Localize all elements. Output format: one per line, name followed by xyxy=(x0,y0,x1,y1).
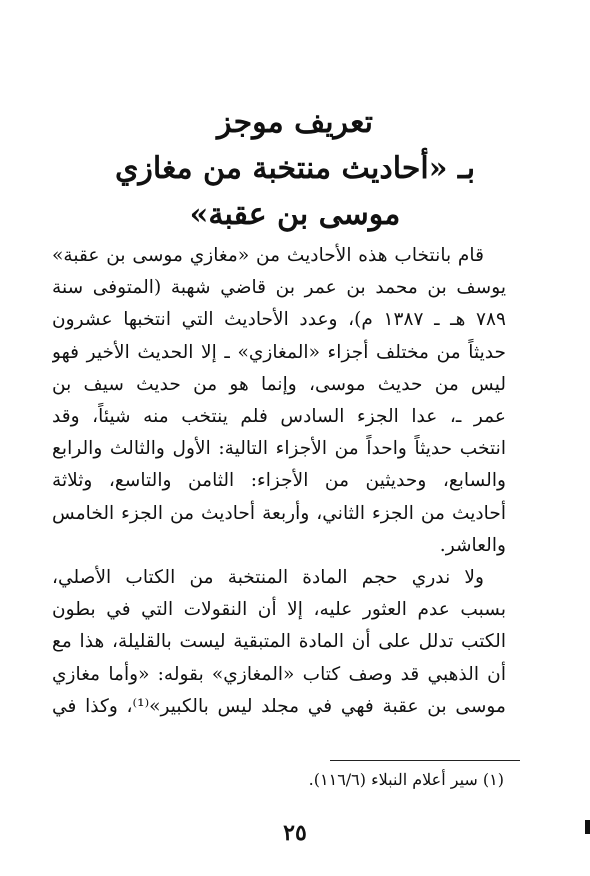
text-line: الكتب تدلل على أن المادة المتبقية ليست بالقليلة، هذا مع xyxy=(52,631,506,653)
footnote-separator xyxy=(330,760,520,761)
footnote: (١) سير أعلام النبلاء (١١٦/٦). xyxy=(308,770,504,789)
text-line: ولا ندري حجم المادة المنتخبة من الكتاب الأصلي، xyxy=(52,567,484,589)
text-line: عمر ـ، عدا الجزء السادس فلم ينتخب منه شيئاً، وقد xyxy=(52,406,506,428)
page-title xyxy=(60,100,530,238)
title-line-1: تعريف موجز xyxy=(217,105,373,140)
text-line: والعاشر. xyxy=(439,534,506,556)
text-line: ليس من حديث موسى، وإنما هو من حديث سيف بن xyxy=(52,373,506,395)
page-number: ٢٥ xyxy=(283,820,307,846)
text-line: موسى بن عقبة فهي في مجلد ليس بالكبير»⁽¹⁾، وكذا في xyxy=(52,695,506,717)
text-line: أن الذهبي قد وصف كتاب «المغازي» بقوله: «وأما مغازي xyxy=(52,663,506,685)
text-line: بسبب عدم العثور عليه، إلا أن النقولات التي في بطون xyxy=(52,599,506,621)
body-text xyxy=(52,240,506,723)
text-line: والسابع، وحديثين من الأجزاء: الثامن والتاسع، وثلاثة xyxy=(52,470,506,492)
title-line-2: بـ «أحاديث منتخبة من مغازي xyxy=(114,151,476,186)
text-line: يوسف بن محمد بن عمر بن قاضي شهبة (المتوفى سنة xyxy=(52,277,506,299)
text-line: حديثاً من مختلف أجزاء «المغازي» ـ إلا الحديث الأخير فهو xyxy=(52,341,506,363)
text-line: قام بانتخاب هذه الأحاديث من «مغازي موسى بن عقبة» xyxy=(52,245,484,266)
text-line: انتخب حديثاً واحداً من الأجزاء التالية: الأول والثالث والرابع xyxy=(52,438,506,460)
text-line: أحاديث من الجزء الثاني، وأربعة أحاديث من الجزء الخامس xyxy=(52,502,506,524)
page-edge-mark xyxy=(585,820,590,834)
title-line-3: موسى بن عقبة» xyxy=(189,197,401,232)
paragraph-2 xyxy=(52,562,506,723)
text-line: ٧٨٩ هـ ـ ١٣٨٧ م)، وعدد الأحاديث التي انتخبها عشرون xyxy=(52,309,506,331)
paragraph-1 xyxy=(52,240,506,562)
